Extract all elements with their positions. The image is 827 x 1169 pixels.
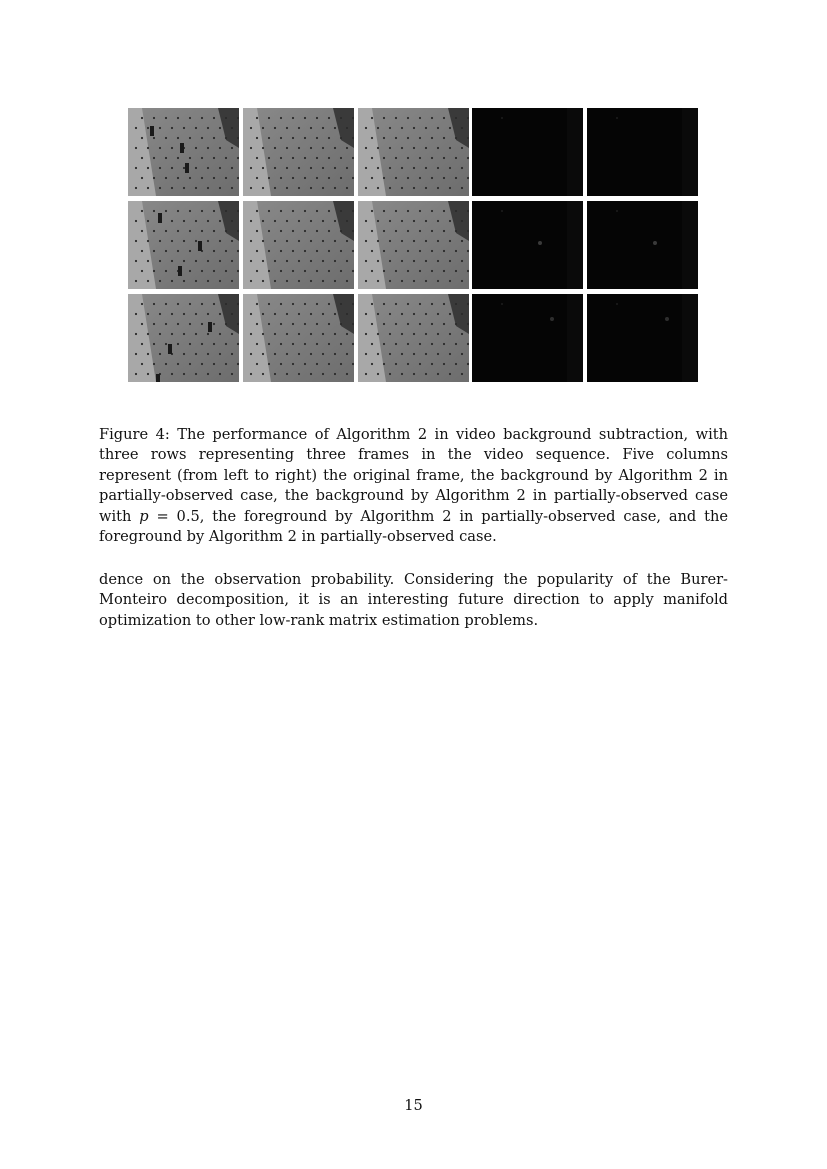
frame-tile [128, 201, 239, 289]
caption-math-rel: = 0.5 [148, 507, 200, 525]
frame-tile [128, 294, 239, 382]
frame-tile [243, 108, 354, 196]
frame-tile [587, 294, 698, 382]
page-number: 15 [404, 1097, 423, 1114]
caption-label: Figure 4: [99, 426, 170, 443]
caption-text-1: The performance of Algorithm 2 in video background subtraction, with three rows representing three frames in the video sequence. Five columns represent (from left to right) the original frame, the background by Algorithm 2 in partially-observed case, the background by Algorithm 2 in partially-observed case with [99, 426, 728, 525]
caption-text-2: , the foreground by Algorithm 2 in partially-observed case, and the foreground by Algorithm 2 in partially-observed case. [99, 507, 729, 546]
body-paragraph: dence on the observation probability. Considering the popularity of the Burer-Monteiro decomposition, it is an interesting future direction to apply manifold optimization to other low-rank matrix estimation problems. [99, 571, 728, 629]
frame-tile [358, 201, 469, 289]
frame-tile [472, 108, 583, 196]
frame-tile [358, 294, 469, 382]
frame-tile [472, 294, 583, 382]
frame-tile [128, 108, 239, 196]
caption-math-var: p [139, 507, 149, 525]
frame-tile [243, 201, 354, 289]
frame-tile [587, 201, 698, 289]
figure-caption [99, 425, 728, 547]
frame-tile [243, 294, 354, 382]
frame-tile [358, 108, 469, 196]
frame-tile [472, 201, 583, 289]
figure-image-grid [128, 108, 698, 382]
frame-tile [587, 108, 698, 196]
